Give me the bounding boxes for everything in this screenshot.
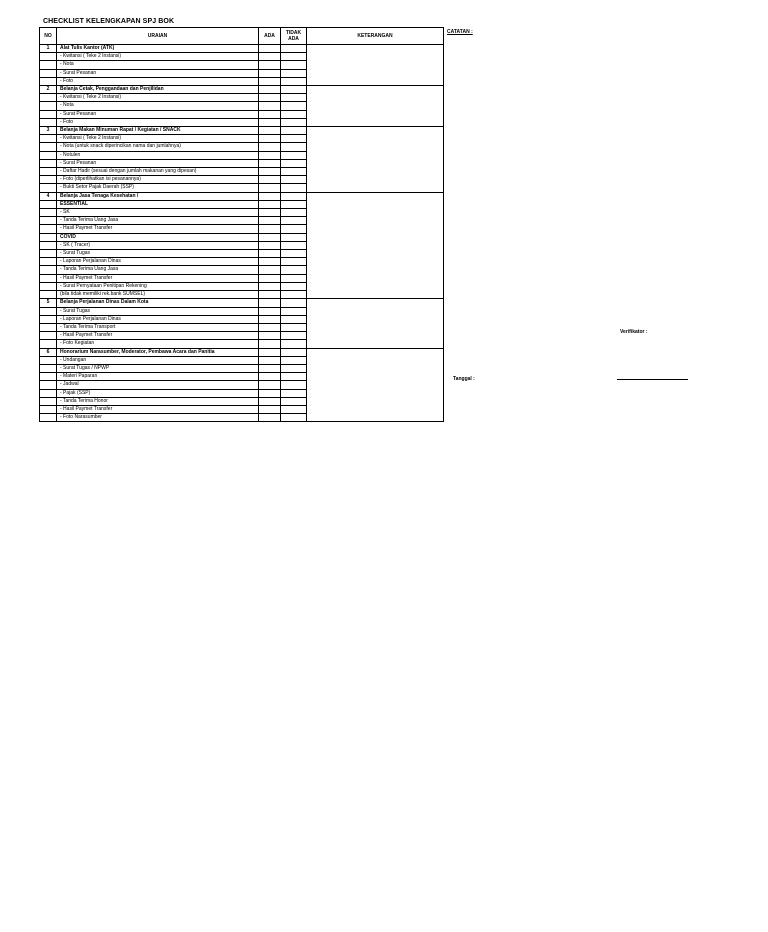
ada-checkbox-cell[interactable] xyxy=(259,127,281,135)
tidak-ada-checkbox-cell[interactable] xyxy=(281,143,307,151)
ada-checkbox-cell[interactable] xyxy=(259,274,281,282)
row-number xyxy=(40,77,57,85)
ada-checkbox-cell[interactable] xyxy=(259,315,281,323)
ada-checkbox-cell[interactable] xyxy=(259,299,281,307)
header-uraian: URAIAN xyxy=(57,28,259,45)
row-number: 2 xyxy=(40,86,57,94)
document-title: CHECKLIST KELENGKAPAN SPJ BOK xyxy=(43,18,175,25)
table-header-row xyxy=(40,28,444,45)
tidak-ada-checkbox-cell[interactable] xyxy=(281,135,307,143)
row-number xyxy=(40,135,57,143)
signature-line xyxy=(617,379,688,380)
tidak-ada-checkbox-cell[interactable] xyxy=(281,307,307,315)
tidak-ada-checkbox-cell[interactable] xyxy=(281,159,307,167)
row-number xyxy=(40,69,57,77)
row-number xyxy=(40,397,57,405)
tidak-ada-checkbox-cell[interactable] xyxy=(281,381,307,389)
row-number: 4 xyxy=(40,192,57,200)
uraian-cell: - Tanda Terima Uang Jasa xyxy=(57,217,259,225)
keterangan-cell[interactable] xyxy=(307,348,444,422)
uraian-cell: - Jadwal xyxy=(57,381,259,389)
ada-checkbox-cell[interactable] xyxy=(259,340,281,348)
row-number: 5 xyxy=(40,299,57,307)
uraian-cell: - Surat Tugas xyxy=(57,250,259,258)
ada-checkbox-cell[interactable] xyxy=(259,176,281,184)
uraian-cell: - Surat Pesanan xyxy=(57,110,259,118)
row-number: 6 xyxy=(40,348,57,356)
table-row xyxy=(40,127,444,135)
keterangan-cell[interactable] xyxy=(307,45,444,86)
row-number xyxy=(40,340,57,348)
uraian-cell: ESSENTIAL xyxy=(57,200,259,208)
tidak-ada-checkbox-cell[interactable] xyxy=(281,151,307,159)
tidak-ada-checkbox-cell[interactable] xyxy=(281,45,307,53)
table-row xyxy=(40,299,444,307)
tidak-ada-checkbox-cell[interactable] xyxy=(281,168,307,176)
row-number xyxy=(40,184,57,192)
tidak-ada-checkbox-cell[interactable] xyxy=(281,225,307,233)
uraian-cell: - Laporan Perjalanan Dinas xyxy=(57,315,259,323)
uraian-cell: - Bukti Setor Pajak Daerah (SSP) xyxy=(57,184,259,192)
tidak-ada-checkbox-cell[interactable] xyxy=(281,250,307,258)
ada-checkbox-cell[interactable] xyxy=(259,414,281,422)
row-number xyxy=(40,241,57,249)
uraian-cell: - Kwitansi ( Teke 2 Instansi) xyxy=(57,53,259,61)
ada-checkbox-cell[interactable] xyxy=(259,258,281,266)
tidak-ada-checkbox-cell[interactable] xyxy=(281,77,307,85)
checklist-body xyxy=(40,45,444,422)
uraian-cell: - SK xyxy=(57,209,259,217)
ada-checkbox-cell[interactable] xyxy=(259,291,281,299)
ada-checkbox-cell[interactable] xyxy=(259,200,281,208)
uraian-cell: - Notulen xyxy=(57,151,259,159)
uraian-cell: Honorarium Narasumber, Moderator, Pembawa Acara dan Panitia xyxy=(57,348,259,356)
row-number xyxy=(40,373,57,381)
ada-checkbox-cell[interactable] xyxy=(259,135,281,143)
uraian-cell: (bila tidak memiliki rek.bank SUMSEL) xyxy=(57,291,259,299)
uraian-cell: COVID xyxy=(57,233,259,241)
ada-checkbox-cell[interactable] xyxy=(259,94,281,102)
tidak-ada-checkbox-cell[interactable] xyxy=(281,266,307,274)
ada-checkbox-cell[interactable] xyxy=(259,168,281,176)
tidak-ada-checkbox-cell[interactable] xyxy=(281,389,307,397)
keterangan-cell[interactable] xyxy=(307,299,444,348)
uraian-cell: - Hasil Paymet Transfer xyxy=(57,332,259,340)
tidak-ada-checkbox-cell[interactable] xyxy=(281,291,307,299)
tidak-ada-checkbox-cell[interactable] xyxy=(281,332,307,340)
uraian-cell: - Hasil Paymet Transfer xyxy=(57,225,259,233)
tidak-ada-checkbox-cell[interactable] xyxy=(281,364,307,372)
tidak-ada-checkbox-cell[interactable] xyxy=(281,61,307,69)
ada-checkbox-cell[interactable] xyxy=(259,53,281,61)
uraian-cell: Alat Tulis Kantor (ATK) xyxy=(57,45,259,53)
tidak-ada-checkbox-cell[interactable] xyxy=(281,176,307,184)
checklist-table xyxy=(39,27,444,422)
row-number xyxy=(40,233,57,241)
row-number xyxy=(40,282,57,290)
row-number xyxy=(40,332,57,340)
ada-checkbox-cell[interactable] xyxy=(259,364,281,372)
tidak-ada-checkbox-cell[interactable] xyxy=(281,405,307,413)
row-number xyxy=(40,258,57,266)
row-number xyxy=(40,61,57,69)
row-number xyxy=(40,307,57,315)
tidak-ada-checkbox-cell[interactable] xyxy=(281,414,307,422)
tidak-ada-checkbox-cell[interactable] xyxy=(281,118,307,126)
ada-checkbox-cell[interactable] xyxy=(259,45,281,53)
row-number xyxy=(40,110,57,118)
uraian-cell: - Materi Paparan xyxy=(57,373,259,381)
uraian-cell: - Foto xyxy=(57,118,259,126)
uraian-cell: - Hasil Paymet Transfer xyxy=(57,274,259,282)
row-number xyxy=(40,217,57,225)
row-number xyxy=(40,389,57,397)
ada-checkbox-cell[interactable] xyxy=(259,389,281,397)
tidak-ada-checkbox-cell[interactable] xyxy=(281,192,307,200)
uraian-cell: - Foto (diperlihatkan isi pesanannya) xyxy=(57,176,259,184)
header-ada: ADA xyxy=(259,28,281,45)
row-number xyxy=(40,364,57,372)
row-number xyxy=(40,143,57,151)
keterangan-cell[interactable] xyxy=(307,192,444,299)
ada-checkbox-cell[interactable] xyxy=(259,184,281,192)
ada-checkbox-cell[interactable] xyxy=(259,405,281,413)
tanggal-label: Tanggal : xyxy=(453,376,475,382)
row-number xyxy=(40,209,57,217)
row-number xyxy=(40,414,57,422)
ada-checkbox-cell[interactable] xyxy=(259,77,281,85)
ada-checkbox-cell[interactable] xyxy=(259,86,281,94)
tidak-ada-checkbox-cell[interactable] xyxy=(281,340,307,348)
uraian-cell: - Foto Narasumber xyxy=(57,414,259,422)
ada-checkbox-cell[interactable] xyxy=(259,373,281,381)
tidak-ada-checkbox-cell[interactable] xyxy=(281,200,307,208)
tidak-ada-checkbox-cell[interactable] xyxy=(281,323,307,331)
uraian-cell: Belanja Cetak, Penggandaan dan Penjilidan xyxy=(57,86,259,94)
ada-checkbox-cell[interactable] xyxy=(259,323,281,331)
tidak-ada-checkbox-cell[interactable] xyxy=(281,356,307,364)
ada-checkbox-cell[interactable] xyxy=(259,192,281,200)
uraian-cell: - Undangan xyxy=(57,356,259,364)
uraian-cell: - Surat Tugas xyxy=(57,307,259,315)
uraian-cell: - Surat Pesanan xyxy=(57,159,259,167)
tidak-ada-checkbox-cell[interactable] xyxy=(281,53,307,61)
row-number xyxy=(40,159,57,167)
verifikator-label: Verifikator : xyxy=(620,329,648,335)
uraian-cell: Belanja Jasa Tenaga Kesehatan / xyxy=(57,192,259,200)
ada-checkbox-cell[interactable] xyxy=(259,110,281,118)
catatan-label: CATATAN : xyxy=(447,29,473,35)
ada-checkbox-cell[interactable] xyxy=(259,61,281,69)
ada-checkbox-cell[interactable] xyxy=(259,151,281,159)
uraian-cell: - SK ( Tracer) xyxy=(57,241,259,249)
header-keterangan: KETERANGAN xyxy=(307,28,444,45)
ada-checkbox-cell[interactable] xyxy=(259,217,281,225)
keterangan-cell[interactable] xyxy=(307,127,444,193)
tidak-ada-checkbox-cell[interactable] xyxy=(281,94,307,102)
uraian-cell: - Nota xyxy=(57,61,259,69)
keterangan-cell[interactable] xyxy=(307,86,444,127)
ada-checkbox-cell[interactable] xyxy=(259,348,281,356)
row-number xyxy=(40,118,57,126)
row-number: 1 xyxy=(40,45,57,53)
row-number xyxy=(40,168,57,176)
row-number: 3 xyxy=(40,127,57,135)
tidak-ada-checkbox-cell[interactable] xyxy=(281,397,307,405)
tidak-ada-checkbox-cell[interactable] xyxy=(281,282,307,290)
row-number xyxy=(40,291,57,299)
tidak-ada-checkbox-cell[interactable] xyxy=(281,102,307,110)
uraian-cell: - Tanda Terima Honor xyxy=(57,397,259,405)
ada-checkbox-cell[interactable] xyxy=(259,241,281,249)
uraian-cell: - Kwitansi ( Teke 2 Instansi) xyxy=(57,94,259,102)
row-number xyxy=(40,225,57,233)
tidak-ada-checkbox-cell[interactable] xyxy=(281,299,307,307)
row-number xyxy=(40,94,57,102)
ada-checkbox-cell[interactable] xyxy=(259,266,281,274)
tidak-ada-checkbox-cell[interactable] xyxy=(281,315,307,323)
tidak-ada-checkbox-cell[interactable] xyxy=(281,184,307,192)
uraian-cell: - Surat Tugas / NPWP xyxy=(57,364,259,372)
tidak-ada-checkbox-cell[interactable] xyxy=(281,86,307,94)
row-number xyxy=(40,356,57,364)
tidak-ada-checkbox-cell[interactable] xyxy=(281,127,307,135)
uraian-cell: - Tanda Terima Uang Jasa xyxy=(57,266,259,274)
header-no: NO xyxy=(40,28,57,45)
ada-checkbox-cell[interactable] xyxy=(259,233,281,241)
tidak-ada-checkbox-cell[interactable] xyxy=(281,209,307,217)
table-row xyxy=(40,192,444,200)
ada-checkbox-cell[interactable] xyxy=(259,397,281,405)
header-tidak-ada: TIDAK ADA xyxy=(281,28,307,45)
row-number xyxy=(40,323,57,331)
row-number xyxy=(40,102,57,110)
row-number xyxy=(40,200,57,208)
table-row xyxy=(40,45,444,53)
tidak-ada-checkbox-cell[interactable] xyxy=(281,217,307,225)
table-row xyxy=(40,348,444,356)
tidak-ada-checkbox-cell[interactable] xyxy=(281,373,307,381)
ada-checkbox-cell[interactable] xyxy=(259,282,281,290)
row-number xyxy=(40,53,57,61)
uraian-cell: Belanja Makan Minuman Rapat / Kegiatan / SNACK xyxy=(57,127,259,135)
ada-checkbox-cell[interactable] xyxy=(259,102,281,110)
tidak-ada-checkbox-cell[interactable] xyxy=(281,258,307,266)
tidak-ada-checkbox-cell[interactable] xyxy=(281,274,307,282)
tidak-ada-checkbox-cell[interactable] xyxy=(281,241,307,249)
uraian-cell: Belanja Perjalanan Dinas Dalam Kota xyxy=(57,299,259,307)
table-row xyxy=(40,86,444,94)
ada-checkbox-cell[interactable] xyxy=(259,159,281,167)
ada-checkbox-cell[interactable] xyxy=(259,225,281,233)
row-number xyxy=(40,151,57,159)
ada-checkbox-cell[interactable] xyxy=(259,250,281,258)
ada-checkbox-cell[interactable] xyxy=(259,209,281,217)
uraian-cell: - Hasil Paymet Transfer xyxy=(57,405,259,413)
row-number xyxy=(40,381,57,389)
ada-checkbox-cell[interactable] xyxy=(259,356,281,364)
ada-checkbox-cell[interactable] xyxy=(259,381,281,389)
uraian-cell: - Kwitansi ( Teke 2 Instansi) xyxy=(57,135,259,143)
row-number xyxy=(40,176,57,184)
tidak-ada-checkbox-cell[interactable] xyxy=(281,348,307,356)
row-number xyxy=(40,315,57,323)
uraian-cell: - Tanda Terima Transport xyxy=(57,323,259,331)
uraian-cell: - Surat Pernyataan Penitipan Rekening xyxy=(57,282,259,290)
uraian-cell: - Daftar Hadir (sesuai dengan jumlah makanan yang dipesan) xyxy=(57,168,259,176)
tidak-ada-checkbox-cell[interactable] xyxy=(281,233,307,241)
ada-checkbox-cell[interactable] xyxy=(259,332,281,340)
uraian-cell: - Pajak (SSP) xyxy=(57,389,259,397)
row-number xyxy=(40,274,57,282)
tidak-ada-checkbox-cell[interactable] xyxy=(281,69,307,77)
uraian-cell: - Surat Pesanan xyxy=(57,69,259,77)
ada-checkbox-cell[interactable] xyxy=(259,69,281,77)
uraian-cell: - Foto xyxy=(57,77,259,85)
row-number xyxy=(40,266,57,274)
uraian-cell: - Nota xyxy=(57,102,259,110)
uraian-cell: - Foto Kegiatan xyxy=(57,340,259,348)
uraian-cell: - Laporan Perjalanan Dinas xyxy=(57,258,259,266)
ada-checkbox-cell[interactable] xyxy=(259,307,281,315)
row-number xyxy=(40,405,57,413)
uraian-cell: - Nota (untuk snack diperincikan nama dan jumlahnya) xyxy=(57,143,259,151)
tidak-ada-checkbox-cell[interactable] xyxy=(281,110,307,118)
ada-checkbox-cell[interactable] xyxy=(259,118,281,126)
ada-checkbox-cell[interactable] xyxy=(259,143,281,151)
row-number xyxy=(40,250,57,258)
